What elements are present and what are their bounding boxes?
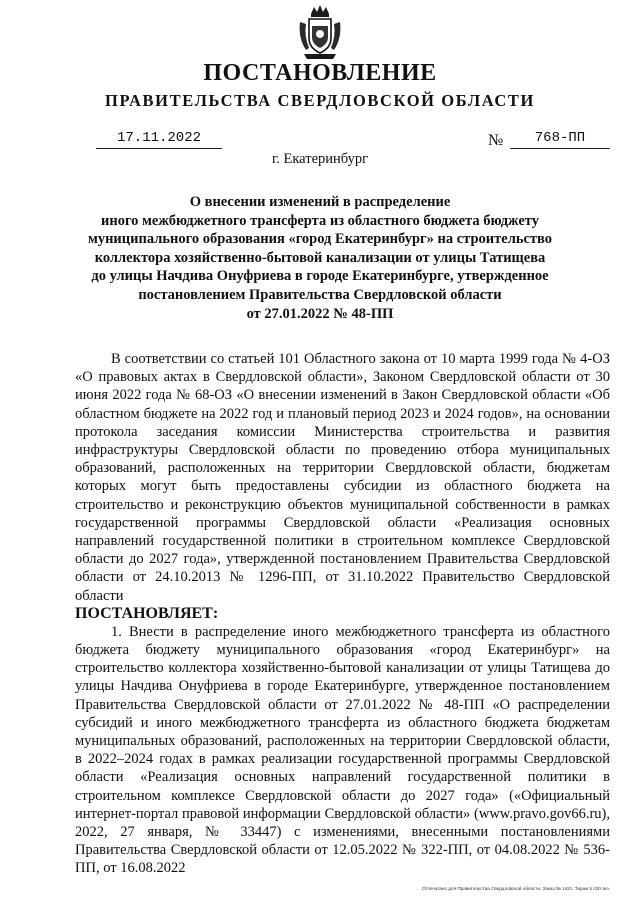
title-line: до улицы Начдива Онуфриева в городе Екатеринбурге, утвержденное	[91, 268, 549, 285]
city-line: г. Екатеринбург	[271, 151, 369, 167]
document-type-heading: ПОСТАНОВЛЕНИЕ	[203, 60, 437, 86]
document-date: 17.11.2022	[96, 128, 222, 149]
issuer-heading: ПРАВИТЕЛЬСТВА СВЕРДЛОВСКОЙ ОБЛАСТИ	[105, 91, 535, 110]
print-note: Отпечатано для Правительства Свердловской области. Заказ № 1421. Тираж 5 030 экз.	[421, 886, 610, 891]
coat-of-arms-icon	[296, 4, 344, 60]
title-line: от 27.01.2022 № 48-ПП	[246, 305, 394, 322]
number-label: №	[488, 132, 504, 149]
document-body	[75, 350, 610, 878]
item-1-paragraph: 1. Внести в распределение иного межбюджетного трансферта из областного бюджета бюджету муниципального образования «город Екатеринбург» на строительство коллектора хозяйственно-бытовой канализации от улицы Татищева до улицы Начдива Онуфриева в городе Екатеринбурге, утвержденное постановлением Правительства Свердловской области от 27.01.2022 № 48-ПП «О распределении субсидий и иного межбюджетного трансферта из областного бюджета бюджетам муниципальных образований, расположенных на территории Свердловской области, в 2022–2024 годах в рамках реализации государственной программы Свердловской области «Реализация основных направлений государственной политики в строительном комплексе Свердловской области до 2027 года» («Официальный интернет-портал правовой информации Свердловской области» (www.pravo.gov66.ru), 2022, 27 января, № 33447) с изменениями, внесенными постановлениями Правительства Свердловской области от 12.05.2022 № 322-ПП, от 04.08.2022 № 536-ПП, от 16.08.2022	[75, 623, 610, 877]
preamble-paragraph: В соответствии со статьей 101 Областного закона от 10 марта 1999 года № 4-ОЗ «О правовых актах в Свердловской области», Законом Свердловской области от 30 июня 2022 года № 68-ОЗ «О внесении изменений в Закон Свердловской области «Об областном бюджете на 2022 год и плановый период 2023 и 2024 годов», на основании протокола заседания комиссии Министерства строительства и развития инфраструктуры Свердловской области по проведению отбора муниципальных образований, расположенных на территории Свердловской области, бюджетам которых могут быть предоставлены субсидии из областного бюджета на строительство и реконструкцию объектов муниципальной собственности в рамках государственной программы Свердловской области «Реализация основных направлений государственной политики в строительном комплексе Свердловской области до 2027 года», утвержденной постановлением Правительства Свердловской области от 24.10.2013 № 1296-ПП, от 31.10.2022 Правительство Свердловской области	[75, 351, 610, 604]
title-line: иного межбюджетного трансферта из областного бюджета бюджету	[101, 212, 539, 229]
title-line: постановлением Правительства Свердловской области	[138, 286, 502, 303]
decree-word: ПОСТАНОВЛЯЕТ:	[75, 604, 219, 622]
title-line: коллектора хозяйственно-бытовой канализации от улицы Татищева	[94, 249, 546, 266]
title-line: О внесении изменений в распределение	[189, 194, 451, 210]
document-title	[80, 193, 560, 323]
document-number: 768-ПП	[510, 128, 610, 149]
title-line: муниципального образования «город Екатеринбург» на строительство	[87, 231, 553, 248]
